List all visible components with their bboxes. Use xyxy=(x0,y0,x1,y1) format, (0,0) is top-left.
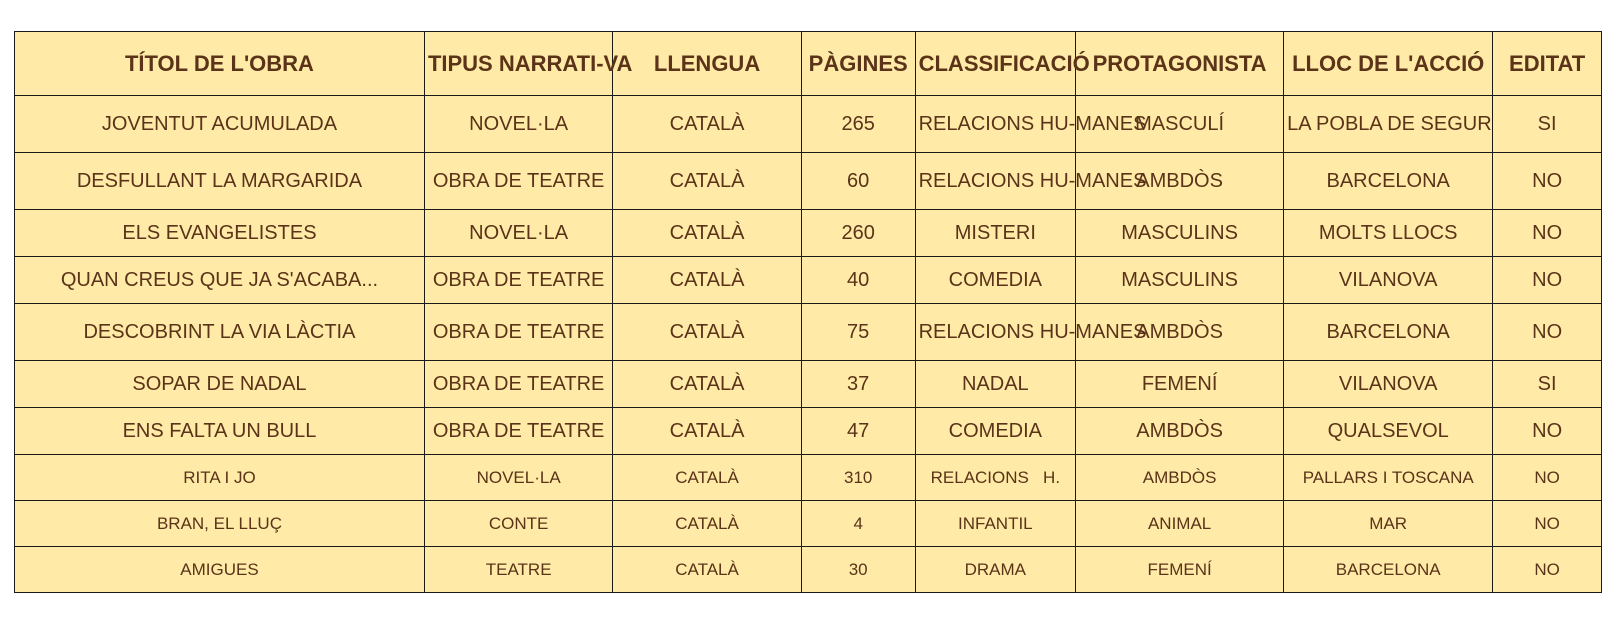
cell-title: QUAN CREUS QUE JA S'ACABA... xyxy=(15,257,425,304)
cell-classification: DRAMA xyxy=(915,547,1075,593)
cell-classification: RELACIONS H. xyxy=(915,455,1075,501)
cell-classification: NADAL xyxy=(915,361,1075,408)
cell-pages: 260 xyxy=(801,210,915,257)
cell-pages: 30 xyxy=(801,547,915,593)
cell-protagonist: AMBDÒS xyxy=(1076,153,1284,210)
cell-language: CATALÀ xyxy=(613,455,801,501)
table-row xyxy=(15,210,1602,257)
cell-title: RITA I JO xyxy=(15,455,425,501)
cell-pages: 60 xyxy=(801,153,915,210)
header-language: LLENGUA xyxy=(613,32,801,96)
table-row xyxy=(15,501,1602,547)
cell-title: JOVENTUT ACUMULADA xyxy=(15,96,425,153)
cell-location: MAR xyxy=(1284,501,1493,547)
cell-location: BARCELONA xyxy=(1284,547,1493,593)
cell-pages: 265 xyxy=(801,96,915,153)
cell-published: SI xyxy=(1493,96,1602,153)
cell-title: SOPAR DE NADAL xyxy=(15,361,425,408)
cell-classification: COMEDIA xyxy=(915,257,1075,304)
cell-classification: RELACIONS HU-MANES xyxy=(915,304,1075,361)
cell-language: CATALÀ xyxy=(613,547,801,593)
header-narrative-type: TIPUS NARRATI-VA xyxy=(424,32,612,96)
cell-published: NO xyxy=(1493,257,1602,304)
cell-language: CATALÀ xyxy=(613,304,801,361)
cell-protagonist: AMBDÒS xyxy=(1076,408,1284,455)
cell-language: CATALÀ xyxy=(613,501,801,547)
header-classification: CLASSIFICACIÓ xyxy=(915,32,1075,96)
table-row xyxy=(15,257,1602,304)
cell-location: BARCELONA xyxy=(1284,153,1493,210)
cell-protagonist: MASCULINS xyxy=(1076,210,1284,257)
cell-location: BARCELONA xyxy=(1284,304,1493,361)
cell-protagonist: MASCULÍ xyxy=(1076,96,1284,153)
cell-pages: 47 xyxy=(801,408,915,455)
cell-pages: 4 xyxy=(801,501,915,547)
cell-classification: COMEDIA xyxy=(915,408,1075,455)
header-location: LLOC DE L'ACCIÓ xyxy=(1284,32,1493,96)
cell-narrative-type: NOVEL·LA xyxy=(424,455,612,501)
cell-protagonist: FEMENÍ xyxy=(1076,547,1284,593)
cell-published: NO xyxy=(1493,210,1602,257)
cell-language: CATALÀ xyxy=(613,153,801,210)
table-row xyxy=(15,547,1602,593)
table-row xyxy=(15,361,1602,408)
cell-published: NO xyxy=(1493,408,1602,455)
cell-narrative-type: OBRA DE TEATRE xyxy=(424,304,612,361)
cell-published: NO xyxy=(1493,547,1602,593)
cell-narrative-type: OBRA DE TEATRE xyxy=(424,153,612,210)
cell-classification: INFANTIL xyxy=(915,501,1075,547)
cell-narrative-type: TEATRE xyxy=(424,547,612,593)
header-title: TÍTOL DE L'OBRA xyxy=(15,32,425,96)
cell-location: VILANOVA xyxy=(1284,361,1493,408)
cell-pages: 310 xyxy=(801,455,915,501)
cell-title: DESCOBRINT LA VIA LÀCTIA xyxy=(15,304,425,361)
cell-language: CATALÀ xyxy=(613,96,801,153)
cell-title: ELS EVANGELISTES xyxy=(15,210,425,257)
cell-classification: RELACIONS HU-MANES xyxy=(915,153,1075,210)
cell-protagonist: MASCULINS xyxy=(1076,257,1284,304)
cell-protagonist: AMBDÒS xyxy=(1076,304,1284,361)
cell-classification: RELACIONS HU-MANES xyxy=(915,96,1075,153)
header-published: EDITAT xyxy=(1493,32,1602,96)
cell-language: CATALÀ xyxy=(613,210,801,257)
works-table xyxy=(14,31,1602,593)
cell-location: MOLTS LLOCS xyxy=(1284,210,1493,257)
cell-language: CATALÀ xyxy=(613,257,801,304)
header-protagonist: PROTAGONISTA xyxy=(1076,32,1284,96)
cell-published: SI xyxy=(1493,361,1602,408)
cell-narrative-type: NOVEL·LA xyxy=(424,96,612,153)
cell-published: NO xyxy=(1493,455,1602,501)
cell-pages: 37 xyxy=(801,361,915,408)
cell-protagonist: AMBDÒS xyxy=(1076,455,1284,501)
header-pages: PÀGINES xyxy=(801,32,915,96)
table-row xyxy=(15,153,1602,210)
cell-narrative-type: NOVEL·LA xyxy=(424,210,612,257)
cell-location: QUALSEVOL xyxy=(1284,408,1493,455)
cell-published: NO xyxy=(1493,153,1602,210)
cell-pages: 75 xyxy=(801,304,915,361)
cell-published: NO xyxy=(1493,501,1602,547)
cell-location: LA POBLA DE SEGUR xyxy=(1284,96,1493,153)
header-row xyxy=(15,32,1602,96)
table-row xyxy=(15,455,1602,501)
cell-protagonist: ANIMAL xyxy=(1076,501,1284,547)
cell-narrative-type: CONTE xyxy=(424,501,612,547)
cell-location: VILANOVA xyxy=(1284,257,1493,304)
cell-title: AMIGUES xyxy=(15,547,425,593)
cell-protagonist: FEMENÍ xyxy=(1076,361,1284,408)
cell-classification: MISTERI xyxy=(915,210,1075,257)
table-row xyxy=(15,96,1602,153)
cell-location: PALLARS I TOSCANA xyxy=(1284,455,1493,501)
cell-language: CATALÀ xyxy=(613,361,801,408)
cell-title: BRAN, EL LLUÇ xyxy=(15,501,425,547)
cell-published: NO xyxy=(1493,304,1602,361)
cell-narrative-type: OBRA DE TEATRE xyxy=(424,361,612,408)
table-row xyxy=(15,304,1602,361)
cell-title: ENS FALTA UN BULL xyxy=(15,408,425,455)
cell-narrative-type: OBRA DE TEATRE xyxy=(424,408,612,455)
cell-title: DESFULLANT LA MARGARIDA xyxy=(15,153,425,210)
table-row xyxy=(15,408,1602,455)
cell-pages: 40 xyxy=(801,257,915,304)
cell-narrative-type: OBRA DE TEATRE xyxy=(424,257,612,304)
cell-language: CATALÀ xyxy=(613,408,801,455)
